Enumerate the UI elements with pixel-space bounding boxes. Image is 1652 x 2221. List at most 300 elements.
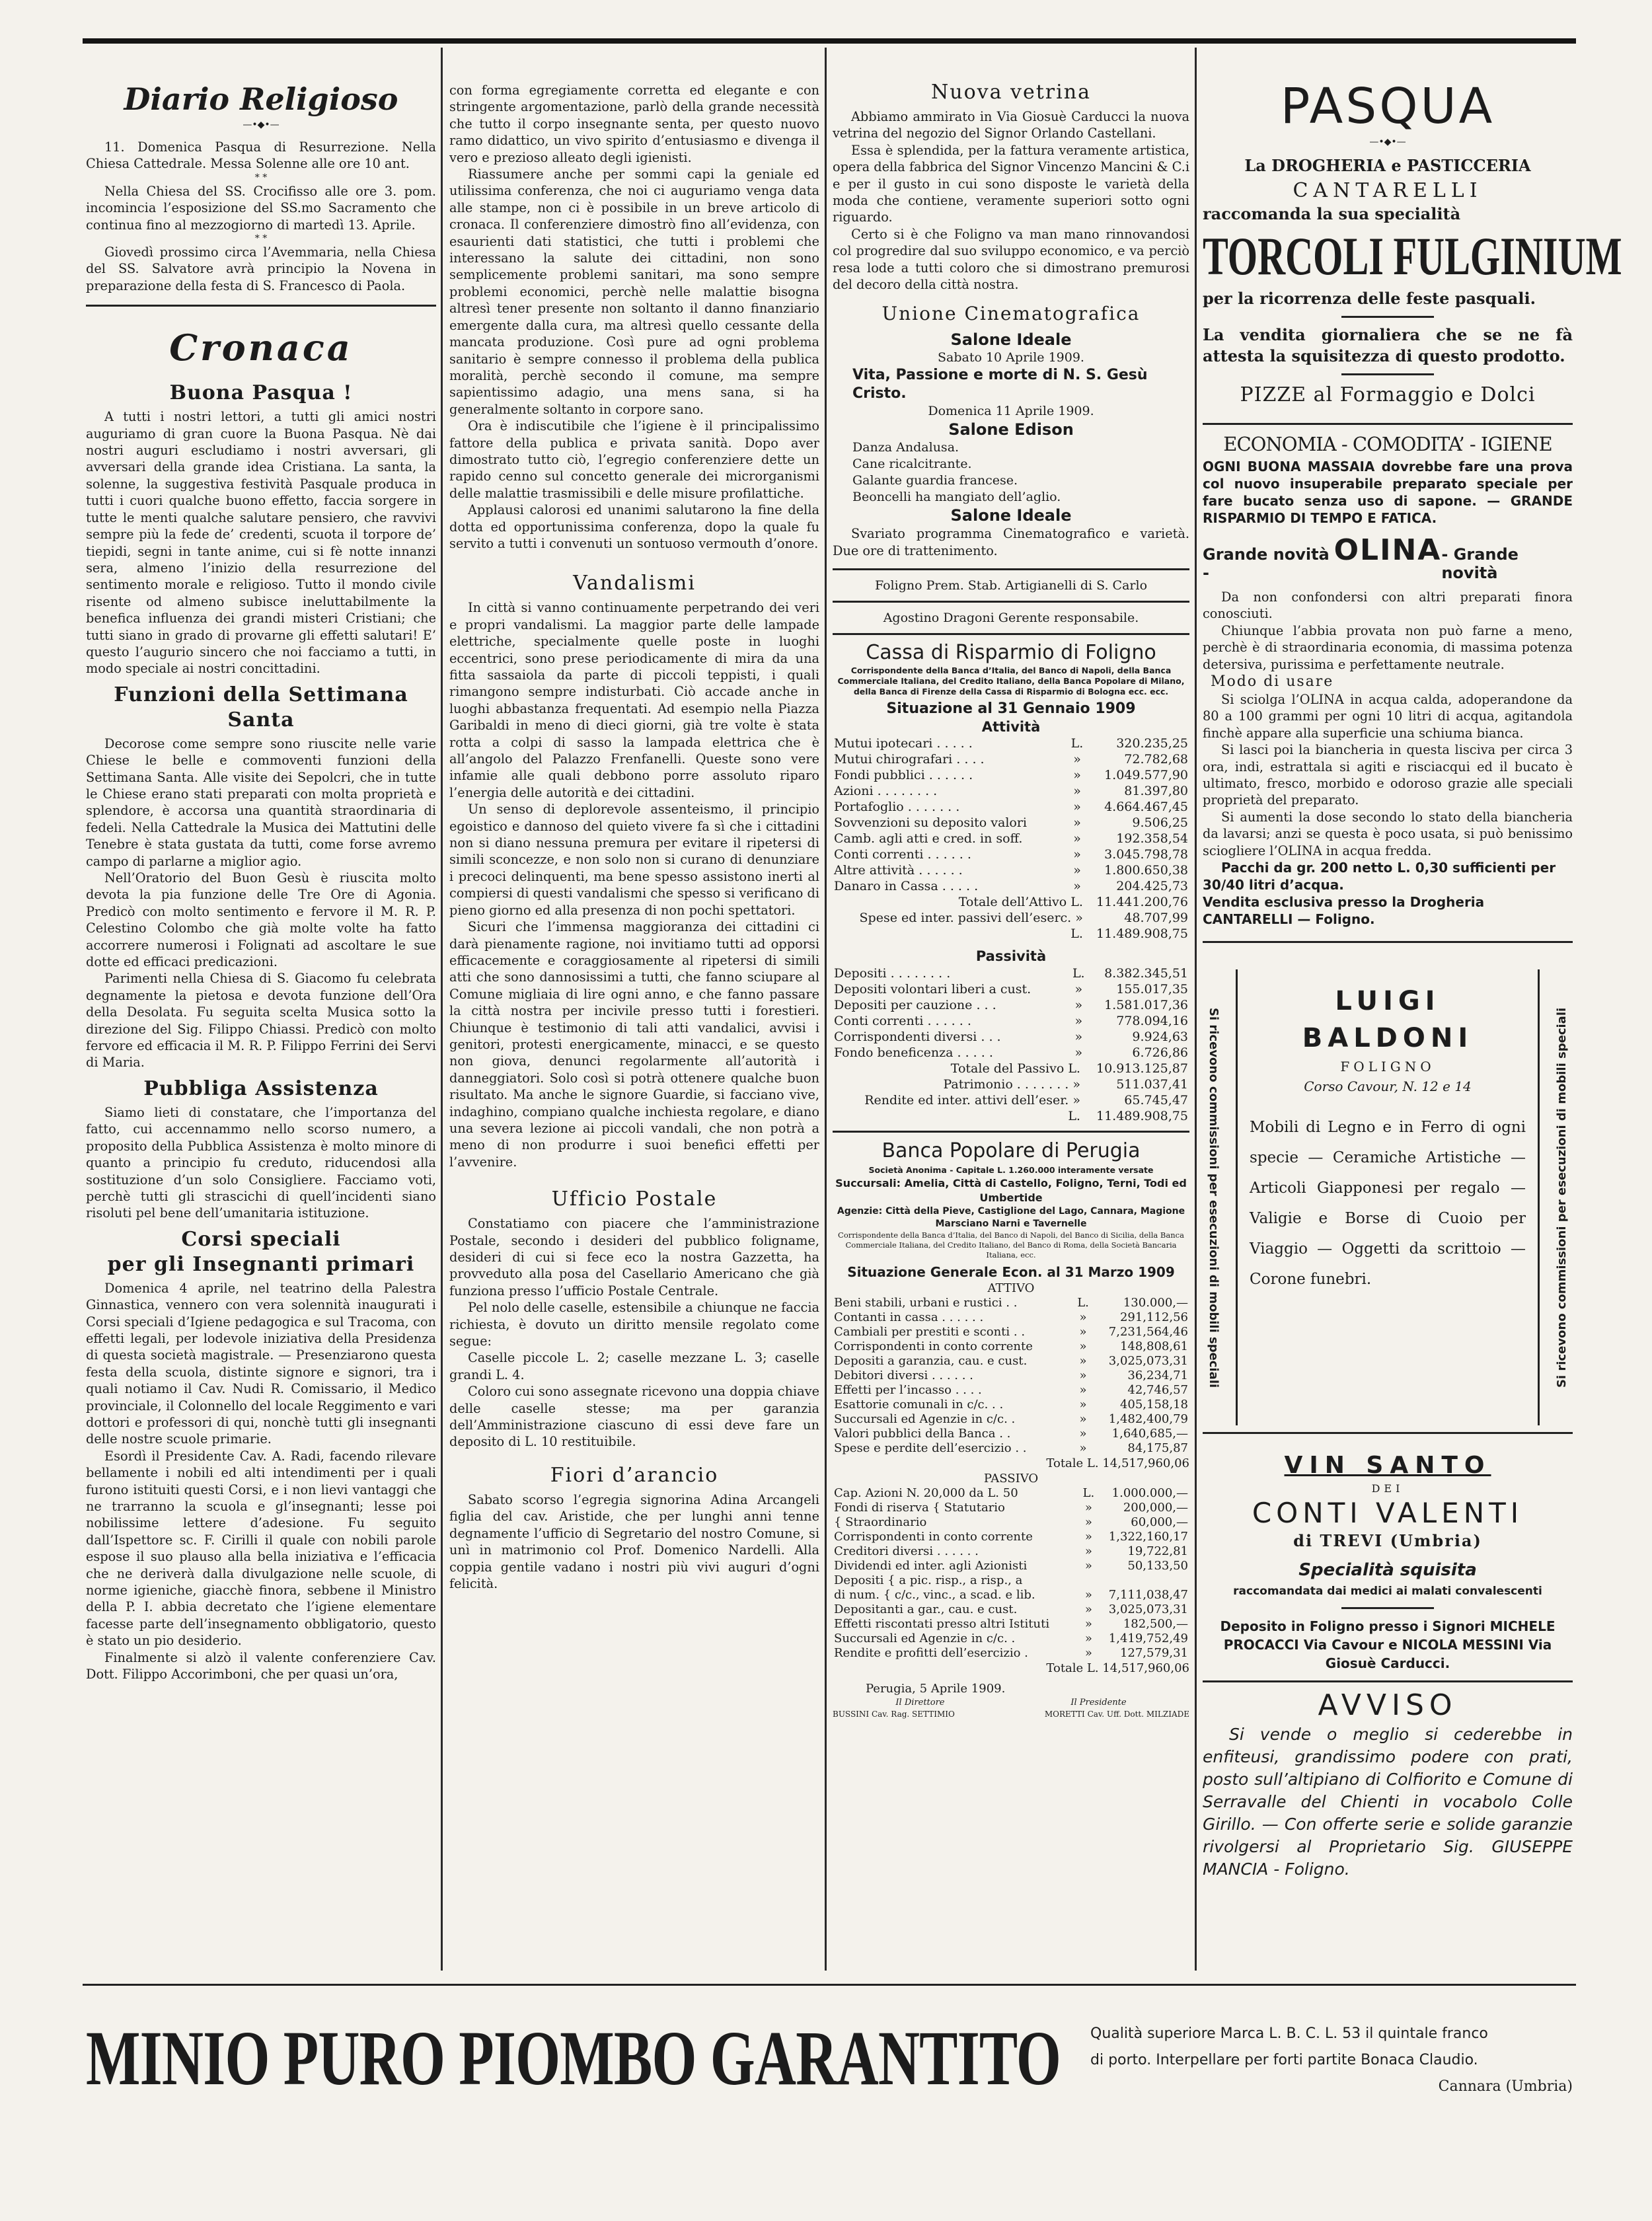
column-divider xyxy=(1195,48,1197,1971)
top-rule xyxy=(83,38,1576,44)
vandalismi-heading: Vandalismi xyxy=(573,572,696,595)
ledger-row xyxy=(833,1486,1189,1501)
ledger-label: Beni stabili, urbani e rustici . . xyxy=(834,1296,1018,1310)
ledger-value: 3,025,073,31 xyxy=(1108,1602,1188,1617)
ledger-value xyxy=(1096,1573,1189,1588)
ledger-unit: » xyxy=(1079,1310,1087,1325)
corsi-subheading: per gli Insegnanti primari xyxy=(107,1252,415,1276)
ledger-row xyxy=(833,1632,1189,1646)
column-1 xyxy=(86,48,436,1971)
ledger-label: Azioni . . . . . . . . xyxy=(834,784,938,799)
ledger-label: Succursali ed Agenzie in c/c. . xyxy=(834,1632,1016,1646)
ledger-unit: » xyxy=(1074,1045,1083,1061)
divider xyxy=(86,305,436,307)
ufficio-text: Caselle piccole L. 2; caselle mezzane L. 3; caselle grandi L. 4. xyxy=(449,1350,819,1382)
olina-pacchi: Pacchi da gr. 200 netto L. 0,30 sufficienti per 30/40 litri d’acqua. xyxy=(1203,860,1556,893)
ledger-label: Mutui ipotecari . . . . . xyxy=(834,736,973,751)
ledger-unit xyxy=(1081,1573,1096,1588)
ledger-label: Rendite e profitti dell’esercizio . xyxy=(834,1646,1028,1661)
ledger-label: Camb. agli atti e cred. in soff. xyxy=(834,831,1023,847)
ledger-value: 7,111,038,47 xyxy=(1108,1588,1188,1602)
banca-agenzie: Agenzie: Città della Pieve, Castiglione del Lago, Cannara, Magione Marsciano Narni e Tavernelle xyxy=(837,1206,1185,1230)
avviso-title: AVVISO xyxy=(1318,1688,1458,1723)
ledger-row xyxy=(833,1013,1189,1029)
ledger-row xyxy=(833,831,1189,847)
vandalismi-text: Sicuri che l’immensa maggioranza dei cittadini ci darà pienamente ragione, noi invitiamo tutti ad opporsi efficacemente e coraggiosamente al ripetersi di simili atti che sono dannosissimi a tutti, che fanno sciupare al Comune migliaia di lire ogni anno, e che fanno passare la città nostra per incivile presso tutti i forestieri. Chiunque è testimonio di tali atti vandalici, avvisi i genitori, protesti energicamente, minacci, e se questo non giova, denunci regolarmente all’autorità i danneggiatori. Solo così si potrà ottenere qualche buon risultato. Ma anche le signore Guardie, si facciano vive, indaghino, compiano qualche inchiesta regolare, e diano una severa lezione ai piccoli vandali, che non potrà a meno di non produrre i suoi benefici effetti per l’avvenire. xyxy=(449,919,819,1170)
ledger-row xyxy=(833,1354,1189,1369)
divider xyxy=(833,1131,1189,1133)
short-rule xyxy=(1341,316,1434,318)
ledger-label: L. xyxy=(1070,926,1083,942)
ledger-label: Fondo beneficenza . . . . . xyxy=(834,1045,993,1061)
ledger-label: Danaro in Cassa . . . . . xyxy=(834,879,979,894)
torcoli-title: TORCOLI FULGINIUM xyxy=(1203,226,1622,286)
ledger-unit: » xyxy=(1079,1427,1087,1441)
ledger-row xyxy=(833,981,1189,997)
ledger-value: 192.358,54 xyxy=(1116,831,1188,847)
ledger-value: 127,579,31 xyxy=(1119,1646,1188,1661)
pasqua-text: A tutti i nostri lettori, a tutti gli amici nostri auguriamo di gran cuore la Buona Pasqua. Nè dai nostri auguri escludiamo i nostri avversari, gli avversari della grande idea Cristiana. La santa, la solenne, la suggestiva festività Pasquale produca in tutti i cuori qualche buono effetto, faccia sorgere in tutte le menti qualche salutare pensiero, che ravvivi sempre più la fede de’ credenti, scuota il torpore de’ tiepidi, segni in tante anime, cui si fè notte innanzi sera, almeno l’inizio della resurrezione del sentimento morale e religioso. Tutto il mondo civile risente od almeno subisce ineluttabilmente la benefica influenza dei grandi misteri Cristiani; che tutti siano in grado di provarne gli effetti salutari! E’ questo l’augurio sincero che noi facciamo a tutti, in modo speciale ai nostri concittadini. xyxy=(86,409,436,677)
cinema-item: Cane ricalcitrante. xyxy=(852,457,972,472)
ledger-value: 291,112,56 xyxy=(1119,1310,1188,1325)
baldoni-box xyxy=(1236,969,1540,1425)
vetrina-text: Abbiamo ammirato in Via Giosuè Carducci la nuova vetrina del negozio del Signor Orlando Castellani. xyxy=(833,109,1189,141)
ledger-label: Creditori diversi . . . . . . xyxy=(834,1544,979,1559)
ledger-value: 11.441.200,76 xyxy=(1096,895,1188,910)
cassa-attivo-table xyxy=(833,735,1189,894)
ledger-unit: » xyxy=(1079,1412,1087,1427)
modo-heading: Modo di usare xyxy=(1211,673,1334,691)
vinsanto-title: VIN SANTO xyxy=(1284,1452,1491,1480)
assistenza-heading: Pubbliga Assistenza xyxy=(143,1076,379,1100)
ledger-unit: » xyxy=(1074,1014,1083,1029)
ledger-row xyxy=(833,1398,1189,1412)
ledger-row xyxy=(833,1339,1189,1354)
avviso-text: Si vende o meglio si cederebbe in enfiteusi, grandissimo podere con prati, posto sull’altipiano di Colfiorito e Comune di Serravalle del Chienti in vocabolo Colle Girillo. — Con offerte serie e solide garanzie rivolgersi al Proprietario Sig. GIUSEPPE MANCIA - Foligno. xyxy=(1203,1725,1573,1879)
ledger-label: Effetti per l’incasso . . . . xyxy=(834,1383,982,1398)
ledger-row xyxy=(833,1530,1189,1544)
baldoni-text: Mobili di Legno e in Ferro di ogni specie — Ceramiche Artistiche — Articoli Giapponesi per regalo — Valigie e Borse di Cuoio per Viaggio — Oggetti da scrittoio — Corone funebri. xyxy=(1250,1119,1526,1289)
ledger-value: 182,500,— xyxy=(1123,1617,1188,1632)
corsi-continued: Ora è indiscutibile che l’igiene è il principalissimo fattore della publica e privata sanità. Dopo aver dimostrato tutto ciò, l’egregio conferenziere dette un rapido cenno sul concetto generale dei microrganismi delle malattie trasmissibili e delle misure profilattiche. xyxy=(449,418,819,501)
ledger-label: Conti correnti . . . . . . xyxy=(834,847,971,862)
minio-line: Qualità superiore Marca L. B. C. L. 53 il quintale franco xyxy=(1090,2025,1488,2042)
banca-succursali: Succursali: Amelia, Città di Castello, Foligno, Terni, Todi ed Umbertide xyxy=(835,1177,1187,1205)
ledger-unit: » xyxy=(1079,1398,1087,1412)
ledger-label: Esattorie comunali in c/c. . . xyxy=(834,1398,1004,1412)
ledger-unit: » xyxy=(1084,1646,1092,1661)
ufficio-heading: Ufficio Postale xyxy=(551,1187,718,1211)
ledger-unit: L. xyxy=(1077,1296,1089,1310)
assistenza-text: Siamo lieti di constatare, che l’importanza del fatto, cui accennammo nello scorso numero, a proposito della Pubblica Assistenza è molto minore di quanto a principio fu creduto, riducendosi alla sostituzione d’un solo Consigliere. Facciamo voti, perchè tutti gli strascichi di quell’incidenti siano risoluti pel bene dell’umanitaria istituzione. xyxy=(86,1104,436,1221)
diario-item: 11. Domenica Pasqua di Resurrezione. Nella Chiesa Cattedrale. Messa Solenne alle ore 10 ant. xyxy=(86,139,436,172)
minio-banner: MINIO PURO PIOMBO GARANTITO xyxy=(86,2015,1061,2101)
ledger-label: Depositi . . . . . . . . xyxy=(834,966,951,981)
ledger-unit: » xyxy=(1084,1515,1092,1530)
attivita-heading: Attività xyxy=(981,719,1041,735)
pasqua-ad-title: PASQUA xyxy=(1280,78,1495,135)
ledger-label: Rendite ed inter. attivi dell’eser. » xyxy=(864,1093,1080,1108)
cinema-heading: Unione Cinematografica xyxy=(882,303,1141,325)
olina-vendita: Vendita esclusiva presso la Drogheria CANTARELLI — Foligno. xyxy=(1203,894,1485,928)
ledger-unit: » xyxy=(1073,800,1081,815)
baldoni-city: FOLIGNO xyxy=(1340,1059,1435,1075)
divider xyxy=(1203,1680,1573,1682)
dei-label: DEI xyxy=(1371,1482,1404,1495)
ledger-value: 1.000.000,— xyxy=(1111,1486,1188,1501)
ledger-value: 19,722,81 xyxy=(1127,1544,1188,1559)
cronaca-title: Cronaca xyxy=(169,326,353,369)
ledger-unit: » xyxy=(1074,982,1083,997)
banca-title: Banca Popolare di Perugia xyxy=(882,1139,1141,1163)
column-3 xyxy=(833,48,1189,1971)
ledger-unit: » xyxy=(1073,831,1081,847)
cinema-salone: Salone Ideale xyxy=(950,506,1072,525)
ledger-value: 130.000,— xyxy=(1123,1296,1188,1310)
baldoni-address: Corso Cavour, N. 12 e 14 xyxy=(1304,1078,1472,1095)
ledger-row xyxy=(833,1515,1189,1530)
ledger-value: 81.397,80 xyxy=(1124,784,1188,799)
cassa-attivo-totals xyxy=(833,894,1189,942)
ledger-row xyxy=(833,1588,1189,1602)
specialita-line: Specialità squisita xyxy=(1298,1560,1477,1581)
ledger-label: Depositi per cauzione . . . xyxy=(834,998,996,1013)
raccomandata-line: raccomandata dai medici ai malati convalescenti xyxy=(1233,1585,1542,1599)
ledger-unit: » xyxy=(1079,1325,1087,1339)
funzioni-heading: Funzioni della Settimana Santa xyxy=(114,683,408,732)
ledger-row xyxy=(833,1369,1189,1383)
ledger-value: 65.745,47 xyxy=(1124,1093,1188,1108)
baldoni-ad xyxy=(1203,969,1573,1425)
corsi-continued: con forma egregiamente corretta ed elegante e con stringente argomentazione, parlò della grande necessità che tutto il corpo insegnante senta, per questo nuovo ramo didattico, un vivo spirito d’entusiasmo e divenga il vero e prezioso alleato degli igienisti. xyxy=(449,83,819,165)
diario-item: Nella Chiesa del SS. Crocifisso alle ore 3. pom. incomincia l’esposizione del SS.mo Sacramento che continua fino al mezzogiorno di martedì 13. Aprile. xyxy=(86,183,436,233)
ledger-row xyxy=(833,997,1189,1013)
trevi-line: di TREVI (Umbria) xyxy=(1293,1531,1482,1551)
ledger-label: Debitori diversi . . . . . . xyxy=(834,1369,973,1383)
passivita-heading: Passività xyxy=(975,948,1047,965)
ledger-unit: » xyxy=(1084,1588,1092,1602)
funzioni-text: Decorose come sempre sono riuscite nelle varie Chiese le belle e commoventi funzioni della Settimana Santa. Alle visite dei Sepolcri, che in tutte le Chiese erano stati preparati con molta proprietà e splendore, è accorsa una quantità straordinaria di fedeli. Nella Cattedrale la Musica dei Mattutini delle Tenebre è stata gustata da tutti, come forse avremo campo di parlarne a miglior agio. xyxy=(86,735,436,869)
pasqua-heading: Buona Pasqua ! xyxy=(169,381,353,405)
banca-society: Società Anonima - Capitale L. 1.260.000 interamente versate xyxy=(868,1165,1154,1176)
cinema-date: Domenica 11 Aprile 1909. xyxy=(928,404,1094,419)
fiori-heading: Fiori d’arancio xyxy=(550,1463,719,1487)
ledger-value: 48.707,99 xyxy=(1124,911,1188,926)
ledger-label: Depositi { a pic. risp., a risp., a xyxy=(834,1573,1023,1588)
ledger-value: 50,133,50 xyxy=(1127,1559,1188,1573)
ledger-label: Corrispondenti in conto corrente xyxy=(834,1530,1033,1544)
minio-line: di porto. Interpellare per forti partite Bonaca Claudio. xyxy=(1090,2052,1478,2068)
ledger-label: Corrispondenti in conto corrente xyxy=(834,1339,1033,1354)
ledger-unit: » xyxy=(1073,863,1081,878)
column-divider xyxy=(825,48,827,1971)
column-4 xyxy=(1203,48,1622,1971)
ledger-unit: » xyxy=(1073,847,1081,862)
cinema-item: Galante guardia francese. xyxy=(852,473,1018,488)
cassa-passivo-totals xyxy=(833,1061,1189,1124)
ledger-row xyxy=(833,1617,1189,1632)
ledger-unit: » xyxy=(1073,879,1081,894)
corsi-heading: Corsi speciali xyxy=(181,1227,341,1251)
olina-lead: OGNI BUONA MASSAIA dovrebbe fare una prova col nuovo insuperabile preparato speciale per fare bucato senza uso di sapone. — GRANDE RISPARMIO DI TEMPO E FATICA. xyxy=(1203,459,1573,526)
ledger-label: L. xyxy=(1068,1109,1080,1124)
ledger-row xyxy=(833,1383,1189,1398)
ledger-unit: » xyxy=(1084,1501,1092,1515)
cassa-title: Cassa di Risparmio di Foligno xyxy=(866,641,1156,665)
ledger-value: 6.726,86 xyxy=(1132,1045,1188,1061)
printer-line: Foligno Prem. Stab. Artigianelli di S. Carlo xyxy=(874,578,1148,593)
ledger-unit: » xyxy=(1079,1441,1087,1456)
ledger-label: Depositi a garanzia, cau. e cust. xyxy=(834,1354,1028,1369)
divider xyxy=(1203,941,1573,943)
ledger-row xyxy=(833,1108,1189,1124)
fiori-text: Sabato scorso l’egregia signorina Adina Arcangeli figlia del cav. Aristide, che per lunghi anni tenne degnamente l’ufficio di Segretario del nostro Comune, si unì in matrimonio col Prof. Domenico Nardelli. Alla coppia gentile vadano i nostri più vivi auguri d’ogni felicità. xyxy=(449,1491,819,1591)
raccomanda-line: raccomanda la sua specialità xyxy=(1203,204,1461,223)
ledger-row xyxy=(833,1646,1189,1661)
ledger-row xyxy=(833,1076,1189,1092)
ledger-label: Valori pubblici della Banca . . xyxy=(834,1427,1011,1441)
cassa-correspondents: Corrispondente della Banca d’Italia, del Banco di Napoli, della Banca Commerciale Italiana, del Credito Italiano, della Banca Popolare di Milano, della Banca di Firenze della Cassa di Risparmio di Bologna ecc. ecc. xyxy=(837,665,1185,697)
ledger-row xyxy=(833,751,1189,767)
column-divider xyxy=(441,48,443,1971)
ledger-value: 1,419,752,49 xyxy=(1108,1632,1188,1646)
ledger-row xyxy=(833,1045,1189,1061)
ledger-row xyxy=(833,1092,1189,1108)
ledger-label: Spese e perdite dell’esercizio . . xyxy=(834,1441,1027,1456)
short-rule xyxy=(1341,373,1434,375)
ledger-label: { Straordinario xyxy=(834,1515,927,1530)
signature-labels xyxy=(833,1698,1189,1708)
ledger-label: Effetti riscontati presso altri Istituti xyxy=(834,1617,1050,1632)
ledger-row xyxy=(833,910,1189,926)
ledger-value: 204.425,73 xyxy=(1116,879,1188,894)
divider xyxy=(833,568,1189,570)
ledger-unit: » xyxy=(1074,998,1083,1013)
baldoni-side-text: Si ricevono commissioni per esecuzioni di mobili speciali xyxy=(1207,1007,1220,1388)
ledger-unit: L. xyxy=(1082,1486,1095,1501)
ledger-row xyxy=(833,1544,1189,1559)
stars-separator: * * xyxy=(254,233,268,245)
baldoni-name: LUIGI BALDONI xyxy=(1302,986,1474,1054)
ledger-label: Portafoglio . . . . . . . xyxy=(834,800,960,815)
gerente-line: Agostino Dragoni Gerente responsabile. xyxy=(883,611,1139,626)
funzioni-text: Nell’Oratorio del Buon Gesù è riuscita molto devota la pia funzione delle Tre Ore di Agonia. Predicò con molto sentimento e fervore il M. R. P. Celestino Colombo che già molte volte ha fatto accorrere numerosi i Folignati ad ascoltare le sue dotte ed efficaci predicazioni. xyxy=(86,870,436,970)
ledger-row xyxy=(833,1441,1189,1456)
ledger-row xyxy=(833,1602,1189,1617)
ledger-value: 1.581.017,36 xyxy=(1104,998,1188,1013)
vandalismi-text: Un senso di deplorevole assenteismo, il principio egoistico e dannoso del quieto vivere fa sì che i cittadini non si diano nessuna premura per evitare il ripetersi di simili sconcezze, e non solo non si curano di denunziare i precoci delinquenti, ma bene spesso assistono inerti al compiersi di questi vandalismi che spesso si verificano di pieno giorno ed alla presenza di non pochi spettatori. xyxy=(449,802,819,918)
column-2 xyxy=(449,48,819,1971)
banca-passivo-table xyxy=(833,1486,1189,1661)
olina-text: Chiunque l’abbia provata non può farne a meno, perchè è di straordinaria economia, di massima potenza detersiva, purissima e perfettamente neutrale. xyxy=(1203,622,1573,672)
corsi-continued: Applausi calorosi ed unanimi salutarono la fine della dotta ed opportunissima conferenza, dopo la quale fu servito a tutti i convenuti un sontuoso vermouth d’onore. xyxy=(449,502,819,551)
corsi-text: Finalmente si alzò il valente conferenziere Cav. Dott. Filippo Accorimboni, che per quasi un’ora, xyxy=(86,1649,436,1682)
ledger-value: 11.489.908,75 xyxy=(1096,1109,1188,1124)
corsi-continued: Riassumere anche per sommi capi la geniale ed utilissima conferenza, che noi ci auguriamo venga data alle stampe, non ci è possibile in un breve articolo di cronaca. Il conferenziere dimostrò fino all’evidenza, con esaurienti dati statistici, che tutti i problemi che interessano la salute dei cittadini, non sono semplicemente problemi sanitari, ma sono sempre problemi economici, perchè nelle malattie bisogna altresì tener presente non soltanto il danno finanziario emergente dalla cura, ma altresì quello cessante della mancata produzione. Così pure ad ogni problema sanitario è sempre connesso il problema della publica moralità, perchè secondo il comune, ma sempre sapientissimo adagio, una mens sana, si ha generalmente soltanto in corpore sano. xyxy=(449,167,819,417)
cantarelli-name: CANTARELLI xyxy=(1293,179,1483,202)
conti-valenti: CONTI VALENTI xyxy=(1252,1497,1524,1530)
ledger-unit: » xyxy=(1079,1383,1087,1398)
corsi-text: Domenica 4 aprile, nel teatrino della Palestra Ginnastica, vennero con vera solennità inaugurati i Corsi speciali d’Igiene pedagogica e sul Tracoma, con effetti legali, per lodevole iniziativa della Presidenza di questa società magistrale. — Presenziarono questa festa della scuola, distinte signore e signori, tra i quali notiamo il Cav. Nudi R. Comissario, il Medico provinciale, il Colonnello del locale Reggimento e vari dottori e professori di qui, nonchè tutti gli insegnanti delle nostre scuole primarie. xyxy=(86,1280,436,1447)
ledger-row xyxy=(833,1296,1189,1310)
ornament: —•◆•— xyxy=(1369,137,1406,147)
ledger-row xyxy=(833,1559,1189,1573)
cinema-item: Danza Andalusa. xyxy=(852,440,959,455)
minio-details xyxy=(1090,2021,1573,2100)
funzioni-text: Parimenti nella Chiesa di S. Giacomo fu celebrata degnamente la pietosa e devota funzione dell’Ora della Desolata. Fu seguita scelta Musica sotto la direzione del Sig. Filippo Chiassi. Predicò con molto fervore ed efficacia il M. R. P. Filippo Ferrini dei Servi di Maria. xyxy=(86,971,436,1071)
ledger-unit: » xyxy=(1079,1339,1087,1354)
ledger-unit: » xyxy=(1084,1617,1092,1632)
ledger-row xyxy=(833,894,1189,910)
ricorrenza-line: per la ricorrenza delle feste pasquali. xyxy=(1203,289,1536,308)
banca-date: Perugia, 5 Aprile 1909. xyxy=(866,1682,1006,1696)
ledger-row xyxy=(833,799,1189,815)
ledger-label: Altre attività . . . . . . xyxy=(834,863,963,878)
ledger-label: Cambiali per prestiti e sconti . . xyxy=(834,1325,1026,1339)
ufficio-text: Pel nolo delle caselle, estensibile a chiunque ne faccia richiesta, è dovuto un diritto mensile regolato come segue: xyxy=(449,1300,819,1349)
divider xyxy=(833,601,1189,603)
ledger-unit: » xyxy=(1084,1559,1092,1573)
president-label: Il Presidente xyxy=(1070,1698,1127,1708)
ledger-unit: » xyxy=(1084,1530,1092,1544)
novita-label: Grande novità - xyxy=(1203,545,1330,582)
novita-label: - Grande novità xyxy=(1441,545,1519,582)
olina-brand: OLINA xyxy=(1333,533,1442,567)
ledger-value: 1.049.577,90 xyxy=(1104,768,1188,783)
divider xyxy=(1203,1432,1573,1434)
ledger-value: 155.017,35 xyxy=(1116,982,1188,997)
ledger-label: Dividendi ed inter. agli Azionisti xyxy=(834,1559,1028,1573)
ledger-unit: » xyxy=(1073,815,1081,831)
divider xyxy=(1203,423,1573,425)
ledger-row xyxy=(833,1501,1189,1515)
banca-situation: Situazione Generale Econ. al 31 Marzo 1909 xyxy=(847,1264,1175,1281)
diario-item: Giovedì prossimo circa l’Avemmaria, nella Chiesa del SS. Salvatore avrà principio la Novena in preparazione della festa di S. Francesco di Paola. xyxy=(86,245,436,293)
ledger-label: Cap. Azioni N. 20,000 da L. 50 xyxy=(834,1486,1018,1501)
ledger-label: Succursali ed Agenzie in c/c. . xyxy=(834,1412,1016,1427)
ledger-label: Totale dell’Attivo L. xyxy=(958,895,1083,910)
olina-heading: ECONOMIA - COMODITA’ - IGIENE xyxy=(1223,433,1552,455)
vetrina-text: Certo si è che Foligno va man mano rinnovandosi col progredire dal suo sviluppo economico, e va perciò resa lode a tutti coloro che si dimostrano premurosi del decoro della città nostra. xyxy=(833,226,1189,293)
short-rule xyxy=(1341,1607,1434,1609)
ledger-label: Patrimonio . . . . . . . » xyxy=(943,1077,1080,1092)
attivo-heading: ATTIVO xyxy=(987,1281,1035,1296)
ufficio-text: Coloro cui sono assegnate ricevono una doppia chiave delle caselle stesse; ma per garanzia dell’Amministrazione ciascuno di essi deve fare un deposito di L. 10 restituibile. xyxy=(449,1384,819,1450)
ledger-value: 3,025,073,31 xyxy=(1108,1354,1188,1369)
olina-text: Si sciolga l’OLINA in acqua calda, adoperandone da 80 a 100 grammi per ogni 10 litri di acqua, agitandola finchè appare alla superficie una schiuma bianca. xyxy=(1203,692,1573,741)
vetrina-text: Essa è splendida, per la fattura veramente artistica, opera della fabbrica del Signor Vincenzo Mancini & C.i e per il gusto in cui sono disposte le varietà della moda che contiene, veramente superiori sotto ogni riguardo. xyxy=(833,142,1189,225)
banca-total: Totale L. 14,517,960,06 xyxy=(1046,1456,1189,1471)
ledger-row xyxy=(833,926,1189,942)
olina-text: Da non confondersi con altri preparati finora conosciuti. xyxy=(1203,589,1573,622)
ledger-row xyxy=(833,1427,1189,1441)
ledger-value: 36,234,71 xyxy=(1127,1369,1188,1383)
ledger-unit: » xyxy=(1079,1354,1087,1369)
ledger-value: 1,322,160,17 xyxy=(1108,1530,1188,1544)
ledger-value: 4.664.467,45 xyxy=(1104,800,1188,815)
cinema-item: Beoncelli ha mangiato dell’aglio. xyxy=(852,490,1061,505)
ledger-label: Fondi pubblici . . . . . . xyxy=(834,768,973,783)
ledger-row xyxy=(833,1310,1189,1325)
ledger-label: Depositi volontari liberi a cust. xyxy=(834,982,1032,997)
corsi-text: Esordì il Presidente Cav. A. Radi, facendo rilevare bellamente i nobili ed alti intendimenti per i quali furono istituiti questi Corsi, e i non lievi vantaggi che ne trarranno la scuola e gl’insegnanti; lesse poi nobilissime lettere d’adesione. Fu seguito dall’Ispettore sc. F. Cirilli il quale con nobili parole espose il suo plauso alla bella iniziativa e l’efficacia che ne deriverà dalla divulgazione nelle scuole, di norme igieniche, giacchè finora, sebbene il Ministro della P. I. abbia decretato che l’igiene elementare facesse parte dell’insegnamento obbligatorio, questo è stato un pio desiderio. xyxy=(86,1448,436,1649)
ledger-row xyxy=(833,847,1189,862)
ledger-label: Conti correnti . . . . . . xyxy=(834,1014,971,1029)
ornament: —•◆•— xyxy=(243,120,280,130)
olina-text: Si aumenti la dose secondo lo stato della biancheria da lavarsi; anzi se questa è poco usata, si può benissimo sciogliere l’OLINA in acqua fredda. xyxy=(1203,809,1573,858)
ledger-row xyxy=(833,735,1189,751)
ledger-value: 320.235,25 xyxy=(1116,736,1188,751)
ledger-row xyxy=(833,815,1189,831)
baldoni-side-text: Si ricevono commissioni per esecuzioni di mobili speciali xyxy=(1555,1007,1569,1388)
cinema-salone: Salone Edison xyxy=(948,420,1074,439)
ledger-unit: » xyxy=(1084,1544,1092,1559)
ledger-value: 72.782,68 xyxy=(1124,752,1188,767)
ledger-label: Mutui chirografari . . . . xyxy=(834,752,985,767)
ledger-value: 1.800.650,38 xyxy=(1104,863,1188,878)
pizze-line: PIZZE al Formaggio e Dolci xyxy=(1240,383,1536,406)
ledger-row xyxy=(833,862,1189,878)
ledger-unit: » xyxy=(1074,1030,1083,1045)
passivo-heading: PASSIVO xyxy=(983,1472,1039,1486)
banca-correspondents: Corrispondente della Banca d’Italia, del Banco di Napoli, del Banco di Sicilia, della Banca Commerciale Italiana, del Credito Italiano, del Banco di Roma, della Società Bancaria Italiana, ecc. xyxy=(838,1230,1184,1260)
ledger-value: 511.037,41 xyxy=(1116,1077,1188,1092)
cassa-situation: Situazione al 31 Gennaio 1909 xyxy=(886,700,1136,718)
diario-title: Diario Religioso xyxy=(124,81,398,117)
banca-attivo-table xyxy=(833,1296,1189,1456)
director-name: BUSSINI Cav. Rag. SETTIMIO xyxy=(833,1710,955,1719)
ledger-unit: » xyxy=(1073,784,1081,799)
cassa-passivo-table xyxy=(833,965,1189,1061)
ledger-unit: » xyxy=(1073,752,1081,767)
ledger-value: 200,000,— xyxy=(1123,1501,1188,1515)
footer-rule xyxy=(83,1984,1576,1986)
olina-banner xyxy=(1203,533,1573,582)
ledger-value: 84,175,87 xyxy=(1127,1441,1188,1456)
ledger-unit: » xyxy=(1079,1369,1087,1383)
cinema-date: Sabato 10 Aprile 1909. xyxy=(938,350,1084,365)
ledger-value: 10.913.125,87 xyxy=(1096,1061,1188,1076)
cinema-salone: Salone Ideale xyxy=(950,330,1072,350)
ledger-value: 778.094,16 xyxy=(1116,1014,1188,1029)
ledger-unit: » xyxy=(1073,768,1081,783)
ledger-label: di num. { c/c., vinc., a scad. e lib. xyxy=(834,1588,1035,1602)
ledger-row xyxy=(833,783,1189,799)
ledger-row xyxy=(833,767,1189,783)
ledger-value: 3.045.798,78 xyxy=(1104,847,1188,862)
vandalismi-text: In città si vanno continuamente perpetrando dei veri e propri vandalismi. La maggior parte delle lampade elettriche, specialmente quelle poste in luoghi eccentrici, sono prese periodicamente di mira da una fitta sassaiola da parte di piccoli teppisti, i quali rimangono sempre indisturbati. Ciò accade anche in luoghi abbastanza frequentati. Ad esempio nella Piazza Garibaldi in meno di dieci giorni, già tre volte è stata rotta a colpi di sasso la lampada elettrica che è all’angolo del Palazzo Frenfanelli. Queste sono vere infamie alle quali debbono porre assoluto riparo l’energia delle autorità e dei cittadini. xyxy=(449,600,819,800)
ledger-value: 1,640,685,— xyxy=(1111,1427,1188,1441)
ledger-row xyxy=(833,1325,1189,1339)
ledger-label: Contanti in cassa . . . . . . xyxy=(834,1310,984,1325)
ledger-label: Fondi di riserva { Statutario xyxy=(834,1501,1005,1515)
ledger-label: Spese ed inter. passivi dell’eserc. » xyxy=(859,911,1083,926)
drogheria-line: La DROGHERIA e PASTICCERIA xyxy=(1244,156,1531,175)
ledger-label: Depositanti a gar., cau. e cust. xyxy=(834,1602,1018,1617)
ledger-value: 8.382.345,51 xyxy=(1104,966,1188,981)
ufficio-text: Constatiamo con piacere che l’amministrazione Postale, secondo i desideri del pubblico foligname, desideri di cui si fece eco la nostra Gazzetta, ha provveduto alla posa del Casellario Americano che già funziona presso l’ufficio Postale Centrale. xyxy=(449,1216,819,1299)
ledger-value: 60,000,— xyxy=(1131,1515,1188,1530)
ledger-value: 1,482,400,79 xyxy=(1108,1412,1188,1427)
cinema-program: Svariato programma Cinematografico e varietà. Due ore di trattenimento. xyxy=(833,526,1189,558)
divider xyxy=(833,633,1189,635)
ledger-label: Totale del Passivo L. xyxy=(950,1061,1080,1076)
vendita-line: La vendita giornaliera che se ne fà attesta la squisitezza di questo prodotto. xyxy=(1203,325,1573,365)
ledger-value: 405,158,18 xyxy=(1119,1398,1188,1412)
ledger-row xyxy=(833,1029,1189,1045)
ledger-row xyxy=(833,965,1189,981)
ledger-value: 9.506,25 xyxy=(1132,815,1188,831)
